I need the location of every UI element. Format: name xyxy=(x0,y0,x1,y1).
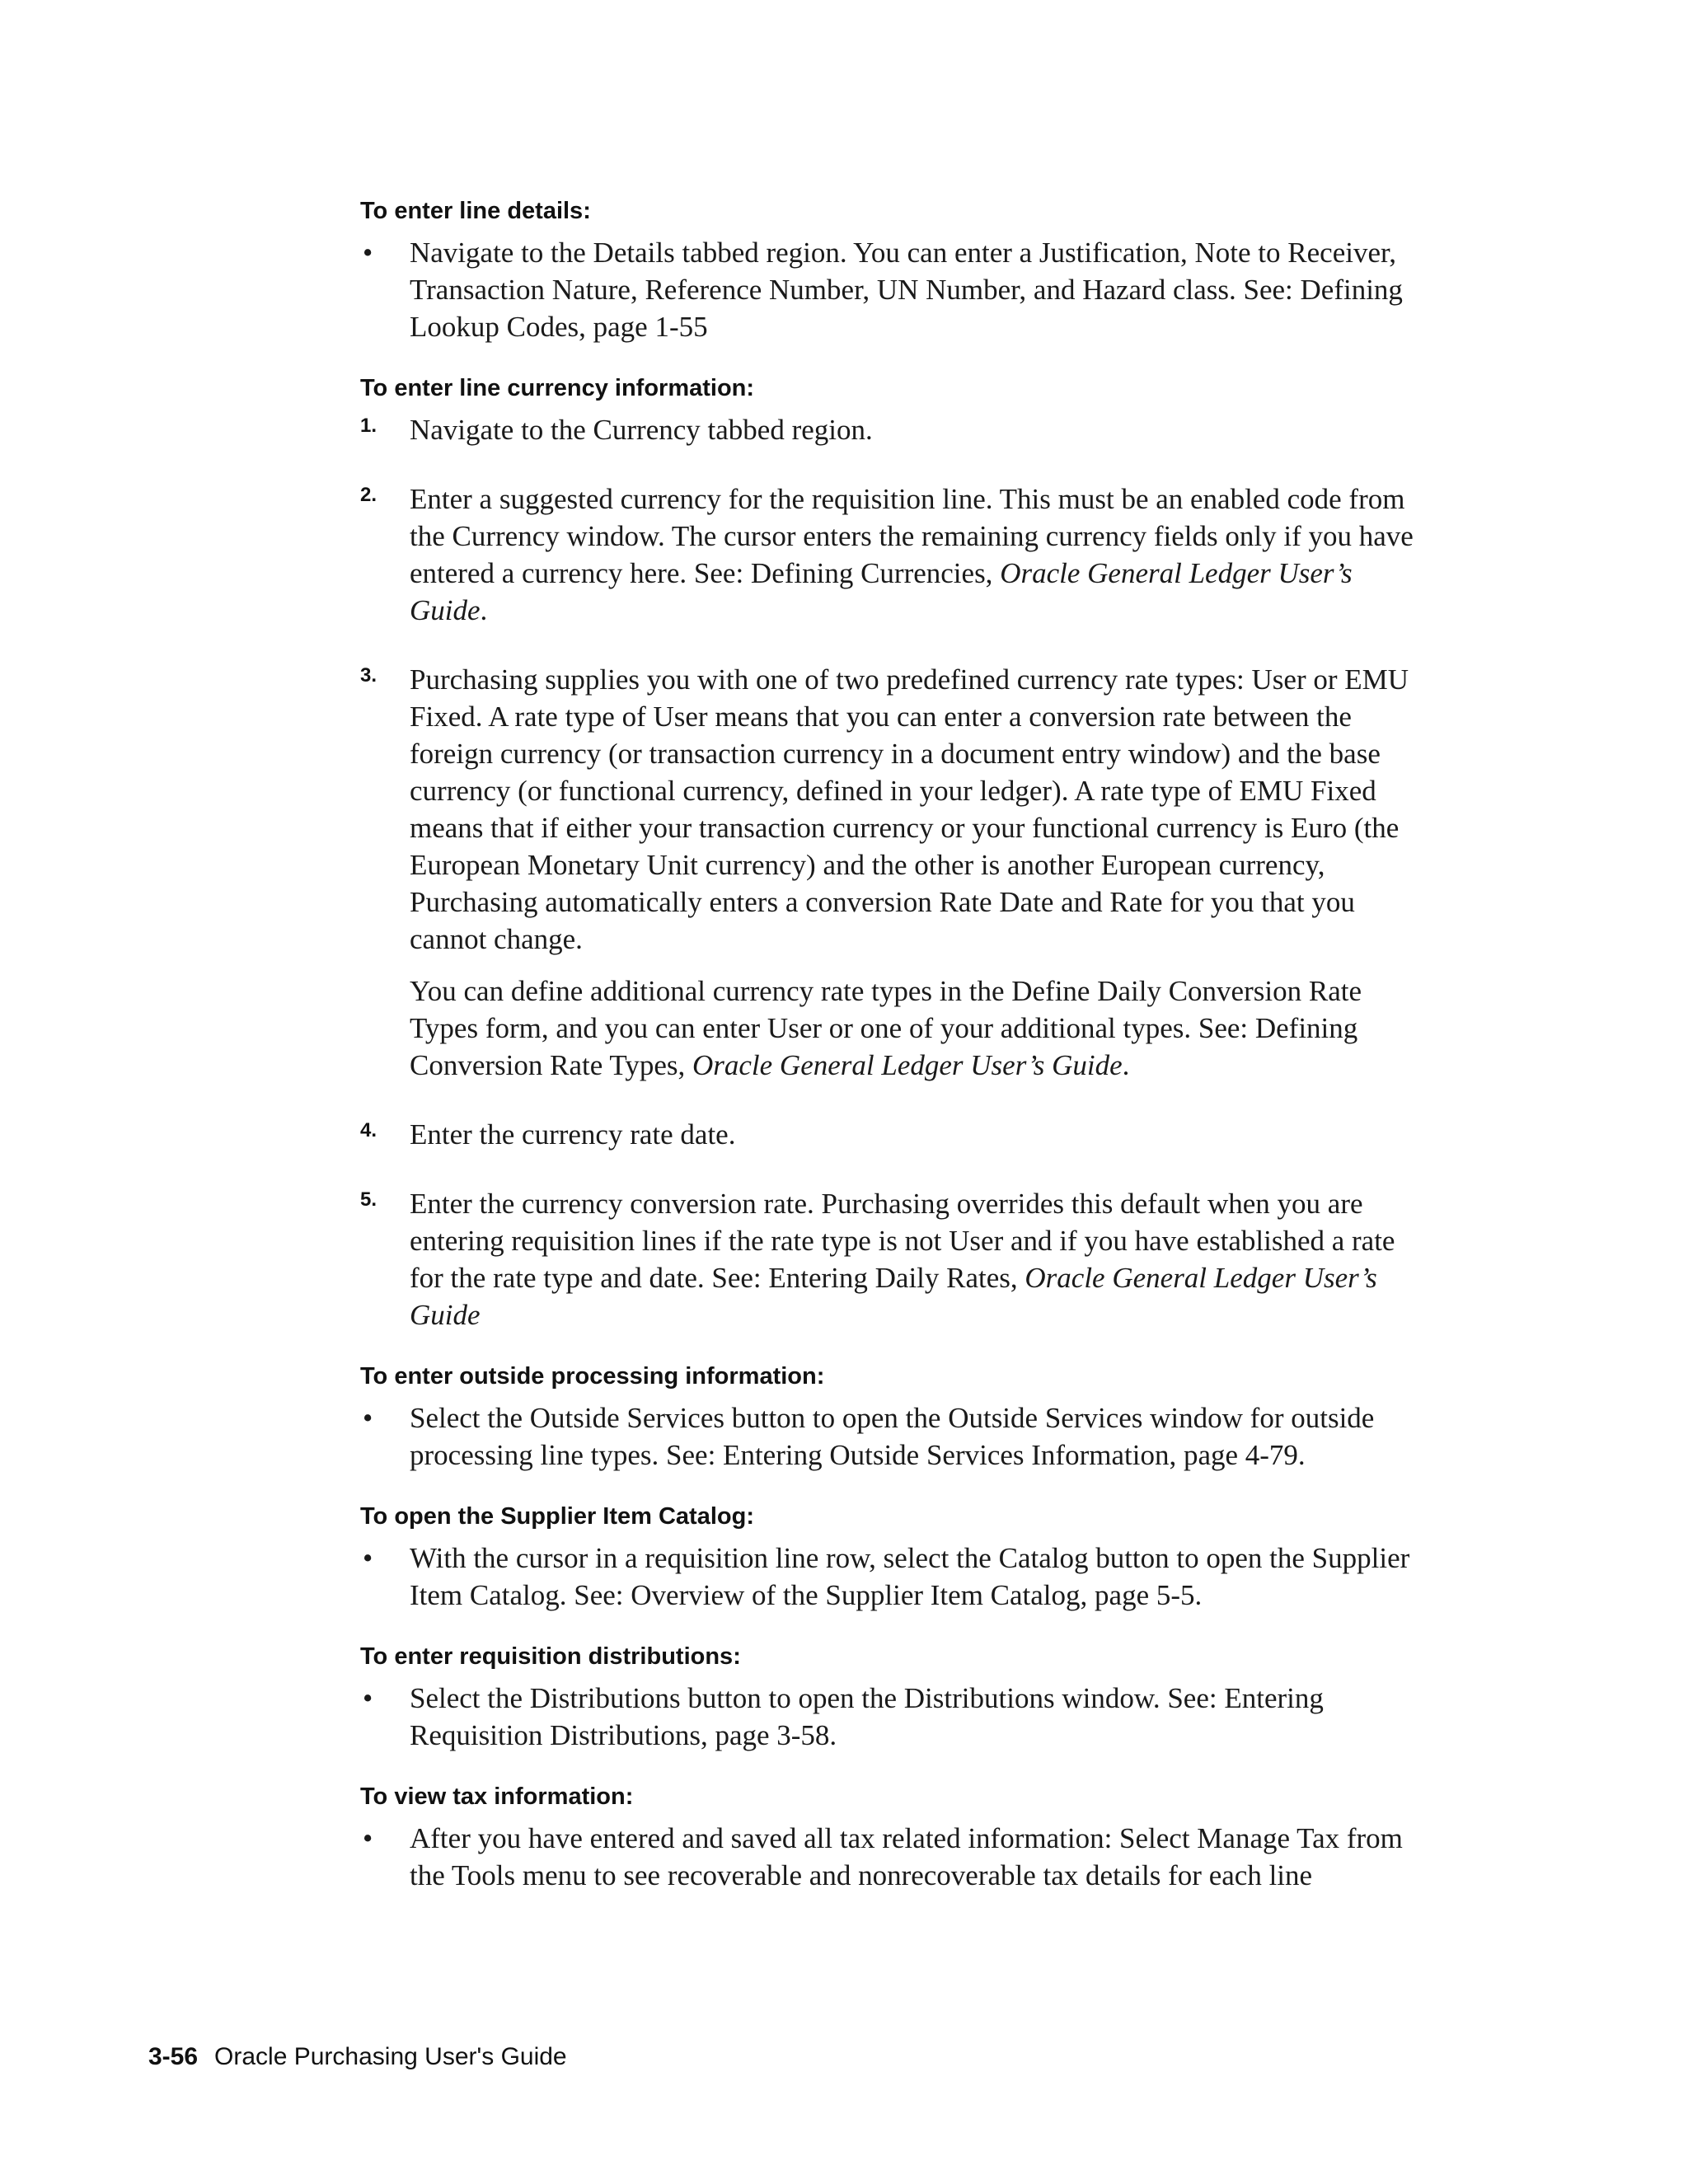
bullet-marker: • xyxy=(363,1682,373,1714)
book-title: Oracle Purchasing User's Guide xyxy=(214,2043,567,2070)
bullet-marker: • xyxy=(363,1402,373,1434)
step-text: Navigate to the Currency tabbed region. xyxy=(410,414,873,446)
bullet-item-line-details xyxy=(360,234,1432,345)
heading-tax: To view tax information: xyxy=(360,1783,634,1810)
bullet-item-outside-processing xyxy=(360,1399,1432,1474)
step-text-main: Enter the currency conversion rate. Purchasing overrides this default when you are entering requisition lines if the rate type is not User and if you have established a rate for the rate type and date. See: Entering Daily Rates, xyxy=(410,1188,1395,1294)
step-number: 1. xyxy=(360,415,377,437)
heading-outside-processing: To enter outside processing information: xyxy=(360,1363,825,1390)
bullet-marker: • xyxy=(363,1542,373,1574)
step-1 xyxy=(360,411,1432,448)
heading-line-details: To enter line details: xyxy=(360,198,591,224)
bullet-marker: • xyxy=(363,1822,373,1854)
step-text: Purchasing supplies you with one of two predefined currency rate types: User or EMU Fixed. A rate type of User means that you can enter a conversion rate between the foreign currency (or transaction currency in a document entry window) and the base currency (or functional currency, defined in your ledger). A rate type of EMU Fixed means that if either your transaction currency or your functional currency is Euro (the European Monetary Unit currency) and the other is another European currency, Purchasing automatically enters a conversion Rate Date and Rate for you that you cannot change. xyxy=(410,663,1409,955)
page-content xyxy=(360,196,1432,1894)
step-text: Enter the currency rate date. xyxy=(410,1118,736,1151)
step-number: 2. xyxy=(360,484,377,506)
item-text: After you have entered and saved all tax related information: Select Manage Tax from the Tools menu to see recoverable and nonrecoverable tax details for each line xyxy=(410,1822,1403,1891)
page-footer xyxy=(148,2042,567,2072)
step-3 xyxy=(360,661,1432,1084)
bullet-item-supplier-catalog xyxy=(360,1540,1432,1614)
step-number: 5. xyxy=(360,1188,377,1211)
bullet-item-distributions xyxy=(360,1680,1432,1754)
heading-line-currency: To enter line currency information: xyxy=(360,375,755,401)
step-text-tail: . xyxy=(480,594,488,626)
step-text xyxy=(410,480,1432,629)
book-reference: Oracle General Ledger User’s Guide xyxy=(692,1049,1123,1081)
book-reference: Oracle General Ledger User’s Guide xyxy=(410,557,1353,626)
item-text: Select the Distributions button to open the Distributions window. See: Entering Requisition Distributions, page 3-58. xyxy=(410,1682,1324,1751)
bullet-marker: • xyxy=(363,237,373,269)
sub-text-main: You can define additional currency rate types in the Define Daily Conversion Rate Types form, and you can enter User or one of your additional types. See: Defining Conversion Rate Types, xyxy=(410,975,1362,1081)
heading-supplier-catalog: To open the Supplier Item Catalog: xyxy=(360,1503,754,1530)
step-5 xyxy=(360,1185,1432,1333)
heading-distributions: To enter requisition distributions: xyxy=(360,1643,741,1670)
step-2 xyxy=(360,480,1432,629)
step-subparagraph xyxy=(410,972,1432,1084)
step-text xyxy=(410,1185,1432,1333)
step-number: 3. xyxy=(360,664,377,687)
item-text: With the cursor in a requisition line row, select the Catalog button to open the Supplier Item Catalog. See: Overview of the Supplier Item Catalog, page 5-5. xyxy=(410,1542,1410,1611)
sub-text-tail: . xyxy=(1122,1049,1130,1081)
page-number: 3-56 xyxy=(148,2043,199,2070)
step-text-main: Enter a suggested currency for the requisition line. This must be an enabled code from the Currency window. The cursor enters the remaining currency fields only if you have entered a currency here. See: Defining Currencies, xyxy=(410,483,1414,589)
bullet-item-tax xyxy=(360,1820,1432,1894)
step-number: 4. xyxy=(360,1119,377,1141)
step-4 xyxy=(360,1116,1432,1153)
item-text: Select the Outside Services button to open the Outside Services window for outside processing line types. See: Entering Outside Services Information, page 4-79. xyxy=(410,1402,1375,1471)
book-reference: Oracle General Ledger User’s Guide xyxy=(410,1262,1377,1331)
item-text: Navigate to the Details tabbed region. You can enter a Justification, Note to Receiver, Transaction Nature, Reference Number, UN Number, and Hazard class. See: Defining Lookup Codes, page 1-55 xyxy=(410,237,1403,343)
